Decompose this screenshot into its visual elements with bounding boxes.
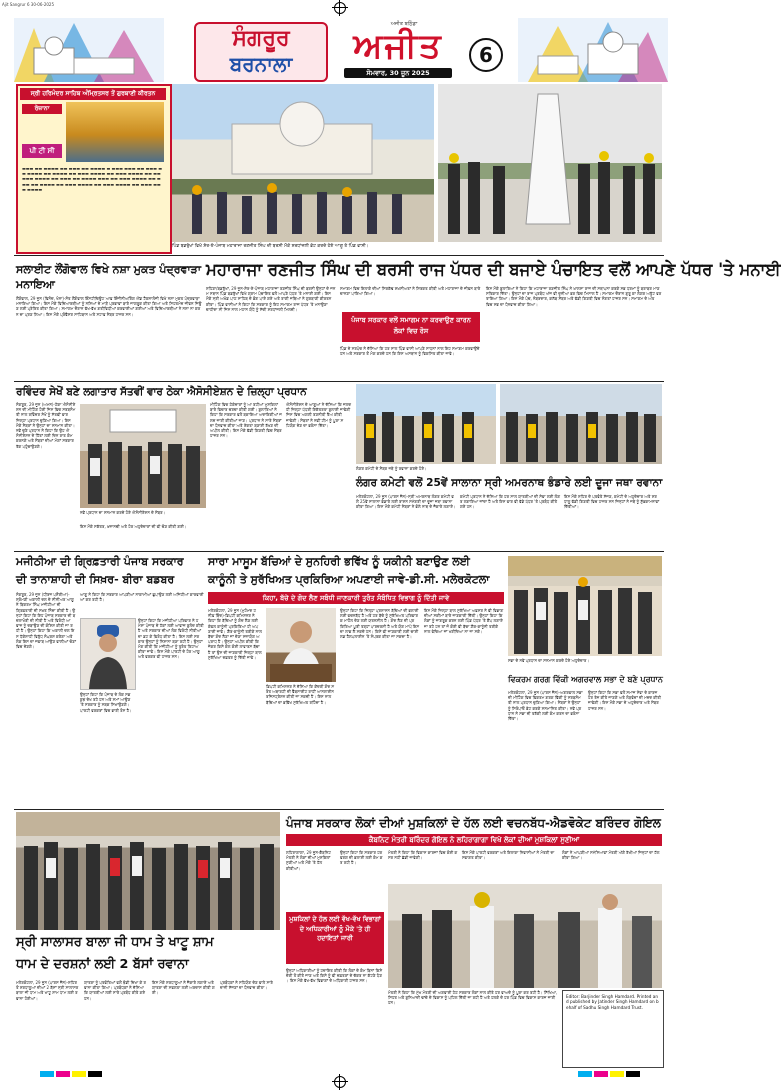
langar-headline: ਲੰਗਰ ਕਮੇਟੀ ਵਲੋਂ 25ਵੇਂ ਸਾਲਾਨਾ ਸ੍ਰੀ ਅਮਰਨਾਥ ਭੰਡਾਰੇ ਲਈ ਦੂਜਾ ਜਥਾ ਰਵਾਨਾ	[356, 477, 663, 489]
golden-temple-photo	[66, 102, 164, 162]
temple-right-illustration	[518, 18, 668, 82]
goyal-pullquote-box	[286, 912, 384, 964]
dc-portrait	[266, 608, 336, 682]
paper-name-block	[332, 22, 464, 78]
vikram-photo	[508, 556, 662, 656]
langar-photo-2	[500, 384, 662, 464]
langar-body-col-3: ਇਸ ਮੌਕੇ ਸ਼ਹਿਰ ਦੇ ਪਤਵੰਤੇ ਸੱਜਣ, ਕਮੇਟੀ ਦੇ ਅਹੁਦੇਦਾਰ ਅਤੇ ਸ਼ਰਧਾਲੂ ਵੱਡੀ ਗਿਣਤੀ ਵਿਚ ਹਾਜ਼ਰ ਸਨ ਜਿਨ੍ਹਾਂ ਨੇ ਜਥੇ ਨੂੰ ਸ਼ੁੱਭਕਾਮਨਾਵਾਂ ਦਿੱਤੀਆਂ।	[564, 494, 660, 510]
president-body-col-1: ਸੰਗਰੂਰ, 29 ਜੂਨ (ਅਮਨ)-ਠੇਕਾ ਐਸੋਸੀਏਸ਼ਨ ਦੀ ਮੀਟਿੰਗ ਹੋਈ ਜਿਸ ਵਿਚ ਸਰਬਸੰਮਤੀ ਨਾਲ ਰਵਿੰਦਰ ਸੇਖੋਂ ਨੂੰ ਸੱਤਵੀਂ ਵਾਰ ਜ਼ਿਲ੍ਹਾ ਪ੍ਰਧਾਨ ਚੁਣਿਆ ਗਿਆ। ਇਸ ਮੌਕੇ ਮੈਂਬਰਾਂ ਨੇ ਉਨ੍ਹਾਂ ਦਾ ਸਨਮਾਨ ਕੀਤਾ। ਨਵੇਂ ਚੁਣੇ ਪ੍ਰਧਾਨ ਨੇ ਕਿਹਾ ਕਿ ਉਹ ਐਸੋਸੀਏਸ਼ਨ ਦੇ ਹਿੱਤਾਂ ਲਈ ਦਿਨ ਰਾਤ ਕੰਮ ਕਰਨਗੇ ਅਤੇ ਮੈਂਬਰਾਂ ਦੀਆਂ ਮੰਗਾਂ ਸਰਕਾਰ ਤੱਕ ਪਹੁੰਚਾਉਣਗੇ।	[16, 402, 76, 449]
president-body-col-4: ਐਸੋਸੀਏਸ਼ਨ ਦੇ ਆਗੂਆਂ ਨੇ ਦੱਸਿਆ ਕਿ ਜਲਦ ਹੀ ਜ਼ਿਲ੍ਹਾ ਪੱਧਰੀ ਇਕੱਤਰਤਾ ਬੁਲਾਈ ਜਾਵੇਗੀ ਜਿਸ ਵਿਚ ਅਗਲੀ ਰਣਨੀਤੀ ਤੈਅ ਕੀਤੀ ਜਾਵੇਗੀ। ਮੈਂਬਰਾਂ ਨੇ ਨਵੀਂ ਟੀਮ ਨੂੰ ਪੂਰਾ ਸਹਿਯੋਗ ਦੇਣ ਦਾ ਭਰੋਸਾ ਦਿੱਤਾ।	[286, 402, 351, 428]
goyal-body-col-5: ਲੋਕਾਂ ਨੇ ਆਪਣੀਆਂ ਸਮੱਸਿਆਵਾਂ ਮੰਤਰੀ ਅੱਗੇ ਰੱਖੀਆਂ ਜਿਨ੍ਹਾਂ ਦਾ ਹੱਲ ਕੀਤਾ ਗਿਆ।	[562, 850, 660, 861]
top-photo-caption: ਪਿੰਡ ਬਡਰੁੱਖਾਂ ਵਿਖੇ ਸ਼ੇਰ-ਏ-ਪੰਜਾਬ ਮਹਾਰਾਜਾ ਰਣਜੀਤ ਸਿੰਘ ਦੀ ਬਰਸੀ ਮੌਕੇ ਸ਼ਰਧਾਂਜਲੀ ਭੇਟ ਕਰਦੇ ਹੋਏ ਆਗੂ ਤੇ ਪਿੰਡ ਵਾਸੀ।	[172, 244, 369, 249]
langar-photo-1	[356, 384, 496, 464]
beera-badbar-portrait	[80, 618, 136, 690]
children-deck: ਕਿਹਾ, ਬੱਚੇ ਦੇ ਗੋਦ ਲੈਣ ਸਬੰਧੀ ਜਾਣਕਾਰੀ ਤੁਰੰਤ ਸੰਬੰਧਿਤ ਵਿਭਾਗ ਨੂੰ ਦਿੱਤੀ ਜਾਵੇ	[262, 594, 450, 602]
children-body-col-3: ਉਨ੍ਹਾਂ ਕਿਹਾ ਕਿ ਜ਼ਿਲ੍ਹਾ ਪ੍ਰਸ਼ਾਸਨ ਬੱਚਿਆਂ ਦੀ ਭਲਾਈ ਲਈ ਵਚਨਬੱਧ ਹੈ ਅਤੇ ਹਰ ਬੱਚੇ ਨੂੰ ਸੁਰੱਖਿਅਤ ਪਰਿਵਾਰਕ ਮਾਹੌਲ ਦੇਣ ਲਈ ਯਤਨਸ਼ੀਲ ਹੈ। ਗੋਦ ਲੈਣ ਦੀ ਪ੍ਰਕਿਰਿਆ ਪੂਰੀ ਤਰ੍ਹਾਂ ਪਾਰਦਰਸ਼ੀ ਹੈ ਅਤੇ ਯੋਗ ਮਾਪੇ ਇਸ ਦਾ ਲਾਭ ਲੈ ਸਕਦੇ ਹਨ। ਕਿਸੇ ਵੀ ਜਾਣਕਾਰੀ ਲਈ ਚਾਈਲਡ ਹੈਲਪਲਾਈਨ 'ਤੇ ਸੰਪਰਕ ਕੀਤਾ ਜਾ ਸਕਦਾ ਹੈ।	[340, 608, 420, 640]
lead-subhead: ਪੰਜਾਬ ਸਰਕਾਰ ਵਲੋਂ ਸਮਾਗਮ ਨਾ ਕਰਵਾਉਣ ਕਾਰਨ ਲੋਕਾਂ ਵਿਚ ਰੋਸ	[351, 316, 471, 335]
children-headline-1: ਸਾਰਾ ਮਾਸੂਮ ਬੱਚਿਆਂ ਦੇ ਸੁਨਹਿਰੀ ਭਵਿੱਖ ਨੂੰ ਯਕੀਨੀ ਬਣਾਉਣ ਲਈ	[208, 555, 470, 568]
city-top: ਸੰਗਰੂਰ	[232, 26, 290, 51]
gurdwara-photo	[172, 84, 434, 242]
salasar-body-col-4: ਪ੍ਰਬੰਧਕਾਂ ਨੇ ਸਹਿਯੋਗ ਦੇਣ ਵਾਲੇ ਸਾਰੇ ਦਾਨੀ ਸੱਜਣਾਂ ਦਾ ਧੰਨਵਾਦ ਕੀਤਾ।	[220, 980, 273, 991]
president-body-col-3: ਮੀਟਿੰਗ ਵਿਚ ਠੇਕੇਦਾਰਾਂ ਨੂੰ ਆ ਰਹੀਆਂ ਮੁਸ਼ਕਿਲਾਂ ਬਾਰੇ ਵਿਚਾਰ ਚਰਚਾ ਕੀਤੀ ਗਈ। ਬੁਲਾਰਿਆਂ ਨੇ ਕਿਹਾ ਕਿ ਸਰਕਾਰ ਵਲੋਂ ਬਕਾਇਆ ਅਦਾਇਗੀਆਂ ਜਲਦ ਜਾਰੀ ਕੀਤੀਆਂ ਜਾਣ। ਪ੍ਰਧਾਨ ਨੇ ਸਾਰੇ ਮੈਂਬਰਾਂ ਦਾ ਧੰਨਵਾਦ ਕੀਤਾ ਅਤੇ ਏਕਤਾ ਬਣਾਈ ਰੱਖਣ ਦੀ ਅਪੀਲ ਕੀਤੀ। ਇਸ ਮੌਕੇ ਵੱਡੀ ਗਿਣਤੀ ਵਿਚ ਮੈਂਬਰ ਹਾਜ਼ਰ ਸਨ।	[210, 402, 282, 439]
ad-body: ▬▬▬ ▬▬ ▬▬▬▬ ▬▬ ▬▬▬ ▬▬ ▬▬▬▬ ▬ ▬▬▬ ▬▬▬ ▬▬ ▬▬▬ ▬▬ ▬▬▬▬ ▬▬ ▬▬▬▬ ▬▬ ▬▬▬ ▬▬▬▬ ▬▬ ▬▬▬ ▬▬▬▬ ▬▬ ▬▬ ▬▬▬ ▬▬▬▬ ▬▬ ▬▬▬ ▬▬ ▬▬▬▬ ▬▬▬ ▬▬ ▬▬▬ ▬▬▬▬ ▬▬ ▬▬▬ ▬▬ ▬▬▬▬ ▬▬ ▬▬▬ ▬▬▬▬ ▬▬ ▬▬▬ ▬▬▬▬ ▬▬ ▬▬▬ ▬▬▬ ▬▬▬▬	[22, 166, 162, 192]
page-number: 6	[469, 38, 503, 72]
lead-body-col-2b: ਪਿੰਡ ਦੇ ਸਰਪੰਚ ਨੇ ਦੱਸਿਆ ਕਿ ਹਰ ਸਾਲ ਪਿੰਡ ਵਾਸੀ ਆਪਣੇ ਸਾਧਨਾਂ ਨਾਲ ਇਹ ਸਮਾਗਮ ਕਰਵਾਉਂਦੇ ਹਨ ਅਤੇ ਸਰਕਾਰ ਤੋਂ ਮੰਗ ਕਰਦੇ ਹਨ ਕਿ ਇਸ ਅਸਥਾਨ ਨੂੰ ਵਿਕਸਿਤ ਕੀਤਾ ਜਾਵੇ।	[340, 346, 480, 357]
vikram-body-col-2: ਉਨ੍ਹਾਂ ਕਿਹਾ ਕਿ ਸਭਾ ਵਲੋਂ ਸਮਾਜ ਸੇਵਾ ਦੇ ਕਾਰਜ ਹੋਰ ਤੇਜ਼ ਕੀਤੇ ਜਾਣਗੇ ਅਤੇ ਲੋੜਵੰਦਾਂ ਦੀ ਮਦਦ ਕੀਤੀ ਜਾਵੇਗੀ। ਇਸ ਮੌਕੇ ਸਭਾ ਦੇ ਅਹੁਦੇਦਾਰ ਅਤੇ ਮੈਂਬਰ ਹਾਜ਼ਰ ਸਨ।	[588, 690, 661, 711]
ad-label-2: ਪੀ ਟੀ ਸੀ	[22, 144, 62, 158]
issue-date: ਸੋਮਵਾਰ, 30 ਜੂਨ 2025	[366, 69, 430, 77]
masthead	[14, 18, 668, 82]
langar-caption: ਲੰਗਰ ਕਮੇਟੀ ਦੇ ਮੈਂਬਰ ਜਥੇ ਨੂੰ ਰਵਾਨਾ ਕਰਦੇ ਹੋਏ।	[356, 466, 427, 471]
city-block	[194, 22, 328, 82]
goyal-body-col-1a: ਲਹਿਰਾਗਾਗਾ, 29 ਜੂਨ-ਕੈਬਨਿਟ ਮੰਤਰੀ ਨੇ ਲੋਕਾਂ ਦੀਆਂ ਮੁਸ਼ਕਿਲਾਂ ਸੁਣੀਆਂ ਅਤੇ ਮੌਕੇ 'ਤੇ ਹੱਲ ਕੀਤੀਆਂ।	[286, 850, 331, 871]
goyal-body-col-4: ਇਸ ਮੌਕੇ ਪਾਰਟੀ ਵਰਕਰਾਂ ਅਤੇ ਇਲਾਕਾ ਨਿਵਾਸੀਆਂ ਨੇ ਮੰਤਰੀ ਦਾ ਸਵਾਗਤ ਕੀਤਾ।	[462, 850, 555, 861]
children-headline-2: ਕਾਨੂੰਨੀ ਤੇ ਸੁਰੱਖਿਅਤ ਪ੍ਰਕਿਰਿਆ ਅਪਣਾਈ ਜਾਵੇ-ਡੀ.ਸੀ. ਮਲੇਰਕੋਟਲਾ	[208, 573, 490, 586]
vikram-caption: ਸਭਾ ਦੇ ਨਵੇਂ ਪ੍ਰਧਾਨ ਦਾ ਸਨਮਾਨ ਕਰਦੇ ਹੋਏ ਅਹੁਦੇਦਾਰ।	[508, 658, 590, 663]
lead-body-col-1: ਸ਼ਹਿਣਾ/ਬਡਰੁੱਖਾਂ, 29 ਜੂਨ-ਸ਼ੇਰ-ਏ-ਪੰਜਾਬ ਮਹਾਰਾਜਾ ਰਣਜੀਤ ਸਿੰਘ ਦੀ ਬਰਸੀ ਉਨ੍ਹਾਂ ਦੇ ਜਨਮ ਸਥਾਨ ਪਿੰਡ ਬਡਰੁੱਖਾਂ ਵਿਖੇ ਗ੍ਰਾਮ ਪੰਚਾਇਤ ਵਲੋਂ ਆਪਣੇ ਪੱਧਰ 'ਤੇ ਮਨਾਈ ਗਈ। ਇਸ ਮੌਕੇ ਸ੍ਰੀ ਅਖੰਡ ਪਾਠ ਸਾਹਿਬ ਦੇ ਭੋਗ ਪਾਏ ਗਏ ਅਤੇ ਰਾਗੀ ਜਥਿਆਂ ਨੇ ਗੁਰਬਾਣੀ ਕੀਰਤਨ ਕੀਤਾ। ਪਿੰਡ ਵਾਸੀਆਂ ਨੇ ਕਿਹਾ ਕਿ ਸਰਕਾਰ ਨੂੰ ਇਹ ਸਮਾਗਮ ਰਾਜ ਪੱਧਰ 'ਤੇ ਮਨਾਉਣਾ ਚਾਹੀਦਾ ਸੀ ਜਿਸ ਨਾਲ ਮਹਾਨ ਯੋਧੇ ਨੂੰ ਸੱਚੀ ਸ਼ਰਧਾਂਜਲੀ ਮਿਲਦੀ।	[206, 286, 336, 312]
salasar-photo	[16, 812, 280, 930]
president-headline: ਰਵਿੰਦਰ ਸੇਖੋਂ ਬਣੇ ਲਗਾਤਾਰ ਸੱਤਵੀਂ ਵਾਰ ਠੇਕਾ ਐਸੋਸੀਏਸ਼ਨ ਦੇ ਜ਼ਿਲ੍ਹਾ ਪ੍ਰਧਾਨ	[16, 386, 307, 398]
salasar-headline-1: ਸ੍ਰੀ ਸਾਲਾਸਰ ਬਾਲਾ ਜੀ ਧਾਮ ਤੇ ਖਾਟੂ ਸ਼ਾਮ	[16, 935, 214, 950]
imprint-text: Editor: Barjinder Singh Hamdard. Printed and published by Jatinder Singh Hamdard on behalf of Sadhu Singh Hamdard Trust.	[566, 994, 659, 1010]
majithia-headline-1: ਮਜੀਠੀਆ ਦੀ ਗ੍ਰਿਫ਼ਤਾਰੀ ਪੰਜਾਬ ਸਰਕਾਰ	[16, 555, 184, 568]
president-photo	[80, 404, 206, 508]
goyal-body-col-3: ਮੰਤਰੀ ਨੇ ਕਿਹਾ ਕਿ ਵਿਕਾਸ ਕਾਰਜਾਂ ਵਿਚ ਕੋਈ ਕਸਰ ਨਹੀਂ ਛੱਡੀ ਜਾਵੇਗੀ।	[388, 850, 458, 861]
vikram-headline: ਵਿਕਰਮ ਗਰਗ ਵਿੱਕੀ ਅਗਰਵਾਲ ਸਭਾ ਦੇ ਬਣੇ ਪ੍ਰਧਾਨ	[508, 675, 663, 684]
langar-body-col-2: ਕਮੇਟੀ ਪ੍ਰਧਾਨ ਨੇ ਦੱਸਿਆ ਕਿ ਹਰ ਸਾਲ ਯਾਤਰੀਆਂ ਦੀ ਸੇਵਾ ਲਈ ਲੰਗਰ ਲਗਾਇਆ ਜਾਂਦਾ ਹੈ ਅਤੇ ਇਸ ਵਾਰ ਵੀ ਵੱਡੇ ਪੱਧਰ 'ਤੇ ਪ੍ਰਬੰਧ ਕੀਤੇ ਗਏ ਹਨ।	[460, 494, 561, 510]
majithia-body-col-2a: ਆਗੂ ਨੇ ਕਿਹਾ ਕਿ ਸਰਕਾਰ ਆਪਣੀਆਂ ਨਾਕਾਮੀਆਂ ਛੁਪਾਉਣ ਲਈ ਅਜਿਹੀਆਂ ਕਾਰਵਾਈਆਂ ਕਰ ਰਹੀ ਹੈ।	[80, 592, 204, 603]
paper-name: ਅਜੀਤ	[353, 26, 443, 66]
children-deck-bar	[208, 592, 504, 604]
langar-body-col-1: ਮਲੇਰਕੋਟਲਾ, 29 ਜੂਨ (ਪਾਰਸ ਜੈਨ)-ਸ੍ਰੀ ਅਮਰਨਾਥ ਲੰਗਰ ਕਮੇਟੀ ਵਲੋਂ 25ਵੇਂ ਸਾਲਾਨਾ ਭੰਡਾਰੇ ਲਈ ਰਾਸ਼ਨ ਸਮੱਗਰੀ ਦਾ ਦੂਜਾ ਜਥਾ ਰਵਾਨਾ ਕੀਤਾ ਗਿਆ। ਇਸ ਮੌਕੇ ਕਮੇਟੀ ਮੈਂਬਰਾਂ ਨੇ ਭੋਲੇ ਨਾਥ ਦੇ ਜੈਕਾਰੇ ਲਗਾਏ।	[356, 494, 456, 510]
goyal-pullquote: ਮੁਸ਼ਕਿਲਾਂ ਦੇ ਹੱਲ ਲਈ ਵੱਖ-ਵੱਖ ਵਿਭਾਗਾਂ ਦੇ ਅਧਿਕਾਰੀਆਂ ਨੂੰ ਮੌਕੇ 'ਤੇ ਹੀ ਹਦਾਇਤਾਂ ਜਾਰੀ	[289, 915, 381, 942]
goyal-deck-bar	[286, 834, 662, 846]
majithia-headline-2: ਦੀ ਤਾਨਾਸ਼ਾਹੀ ਦੀ ਸਿਖ਼ਰ- ਬੀਰਾ ਬਡਬਰ	[16, 573, 175, 586]
goyal-headline: ਪੰਜਾਬ ਸਰਕਾਰ ਲੋਕਾਂ ਦੀਆਂ ਮੁਸ਼ਕਿਲਾਂ ਦੇ ਹੱਲ ਲਈ ਵਚਨਬੱਧ-ਐਡਵੋਕੇਟ ਬਰਿੰਦਰ ਗੋਇਲ	[286, 816, 661, 830]
salasar-body-col-3: ਇਸ ਮੌਕੇ ਸ਼ਰਧਾਲੂਆਂ ਨੇ ਜੈਕਾਰੇ ਲਗਾਏ ਅਤੇ ਯਾਤਰਾ ਦੀ ਸਫਲਤਾ ਲਈ ਅਰਦਾਸ ਕੀਤੀ ਗਈ।	[152, 980, 215, 996]
lead-body-col-2a: ਸਮਾਗਮ ਵਿਚ ਇਲਾਕੇ ਦੀਆਂ ਸਿਰਕੱਢ ਸ਼ਖ਼ਸੀਅਤਾਂ ਨੇ ਸ਼ਿਰਕਤ ਕੀਤੀ ਅਤੇ ਮਹਾਰਾਜਾ ਦੇ ਜੀਵਨ ਬਾਰੇ ਚਾਨਣਾ ਪਾਇਆ ਗਿਆ।	[340, 286, 481, 297]
salasar-headline-2: ਧਾਮ ਦੇ ਦਰਸ਼ਨਾਂ ਲਈ 2 ਬੱਸਾਂ ਰਵਾਨਾ	[16, 957, 189, 972]
nasha-mukt-headline: ਸਲਾਈਟ ਲੌਂਗੋਵਾਲ ਵਿਖੇ ਨਸ਼ਾ ਮੁਕਤ ਪੰਦ੍ਰਵਾੜਾ ਮਨਾਇਆ	[16, 263, 201, 291]
city-bottom: ਬਰਨਾਲਾ	[229, 52, 293, 76]
majithia-body-col-1: ਸੰਗਰੂਰ, 29 ਜੂਨ (ਧੀਰਜ ਪਸ਼ੌਰੀਆ)-ਸ਼੍ਰੋਮਣੀ ਅਕਾਲੀ ਦਲ ਦੇ ਸੀਨੀਅਰ ਆਗੂ ਨੇ ਬਿਕਰਮ ਸਿੰਘ ਮਜੀਠੀਆ ਦੀ ਗ੍ਰਿਫ਼ਤਾਰੀ ਦੀ ਸਖ਼ਤ ਨਿੰਦਾ ਕੀਤੀ ਹੈ। ਉਨ੍ਹਾਂ ਕਿਹਾ ਕਿ ਇਹ ਪੰਜਾਬ ਸਰਕਾਰ ਦੀ ਬਦਲਾਖੋਰੀ ਦੀ ਨੀਤੀ ਹੈ ਅਤੇ ਵਿਰੋਧੀ ਆਵਾਜ਼ ਨੂੰ ਦਬਾਉਣ ਦੀ ਕੋਸ਼ਿਸ਼ ਕੀਤੀ ਜਾ ਰਹੀ ਹੈ। ਉਨ੍ਹਾਂ ਕਿਹਾ ਕਿ ਅਕਾਲੀ ਦਲ ਇਸ ਧੱਕੇਸ਼ਾਹੀ ਵਿਰੁੱਧ ਸੰਘਰਸ਼ ਕਰੇਗਾ ਅਤੇ ਲੋਕ ਇਸ ਦਾ ਜਵਾਬ ਆਉਣ ਵਾਲੀਆਂ ਚੋਣਾਂ ਵਿਚ ਦੇਣਗੇ।	[16, 592, 76, 650]
goyal-body-col-6: ਮੰਤਰੀ ਨੇ ਕਿਹਾ ਕਿ ਮੁੱਖ ਮੰਤਰੀ ਦੀ ਅਗਵਾਈ ਹੇਠ ਸਰਕਾਰ ਲੋਕਾਂ ਨਾਲ ਕੀਤੇ ਹਰ ਵਾਅਦੇ ਨੂੰ ਪੂਰਾ ਕਰ ਰਹੀ ਹੈ। ਸਿੱਖਿਆ, ਸਿਹਤ ਅਤੇ ਬੁਨਿਆਦੀ ਢਾਂਚੇ ਦੇ ਵਿਕਾਸ ਨੂੰ ਪਹਿਲ ਦਿੱਤੀ ਜਾ ਰਹੀ ਹੈ ਅਤੇ ਹਲਕੇ ਦੇ ਹਰ ਪਿੰਡ ਵਿਚ ਵਿਕਾਸ ਕਾਰਜ ਜਾਰੀ ਹਨ।	[388, 990, 558, 1006]
gurbani-ad	[16, 84, 172, 254]
nasha-mukt-body: ਲੌਂਗੋਵਾਲ, 29 ਜੂਨ (ਵਿਨੋਦ, ਖੰਨਾ)-ਸੰਤ ਲੌਂਗੋਵਾਲ ਇੰਸਟੀਚਿਊਟ ਆਫ਼ ਇੰਜੀਨੀਅਰਿੰਗ ਐਂਡ ਟੈਕਨਾਲੋਜੀ ਵਿਖੇ ਨਸ਼ਾ ਮੁਕਤ ਪੰਦ੍ਰਵਾੜਾ ਮਨਾਇਆ ਗਿਆ। ਇਸ ਮੌਕੇ ਵਿਦਿਆਰਥੀਆਂ ਨੂੰ ਨਸ਼ਿਆਂ ਦੇ ਮਾੜੇ ਪ੍ਰਭਾਵਾਂ ਬਾਰੇ ਜਾਗਰੂਕ ਕੀਤਾ ਗਿਆ ਅਤੇ ਸਿਹਤਮੰਦ ਜੀਵਨ ਜਿਊਣ ਲਈ ਪ੍ਰੇਰਿਤ ਕੀਤਾ ਗਿਆ। ਸਮਾਗਮ ਦੌਰਾਨ ਵੱਖ-ਵੱਖ ਗਤੀਵਿਧੀਆਂ ਕਰਵਾਈਆਂ ਗਈਆਂ ਅਤੇ ਵਿਦਿਆਰਥੀਆਂ ਨੇ ਨਸ਼ਾ ਨਾ ਕਰਨ ਦਾ ਪ੍ਰਣ ਲਿਆ। ਇਸ ਮੌਕੇ ਪ੍ਰੋਫੈਸਰ ਸਾਹਿਬਾਨ ਅਤੇ ਸਟਾਫ਼ ਮੈਂਬਰ ਹਾਜ਼ਰ ਸਨ।	[16, 296, 202, 317]
goyal-deck: ਕੈਬਨਿਟ ਮੰਤਰੀ ਬਰਿੰਦਰ ਗੋਇਲ ਨੇ ਲਹਿਰਾਗਾਗਾ ਵਿਖੇ ਲੋਕਾਂ ਦੀਆਂ ਮੁਸ਼ਕਿਲਾਂ ਸੁਣੀਆਂ	[368, 836, 580, 844]
monument-photo	[438, 84, 662, 242]
vikram-body-col-1: ਮਲੇਰਕੋਟਲਾ, 29 ਜੂਨ (ਪਾਰਸ ਜੈਨ)-ਅਗਰਵਾਲ ਸਭਾ ਦੀ ਮੀਟਿੰਗ ਵਿਚ ਵਿਕਰਮ ਗਰਗ ਵਿੱਕੀ ਨੂੰ ਸਰਬਸੰਮਤੀ ਨਾਲ ਪ੍ਰਧਾਨ ਚੁਣਿਆ ਗਿਆ। ਮੈਂਬਰਾਂ ਨੇ ਉਨ੍ਹਾਂ ਨੂੰ ਸਿਰੋਪਾਓ ਭੇਟ ਕਰਕੇ ਸਨਮਾਨਿਤ ਕੀਤਾ। ਨਵੇਂ ਪ੍ਰਧਾਨ ਨੇ ਸਭਾ ਦੀ ਤਰੱਕੀ ਲਈ ਕੰਮ ਕਰਨ ਦਾ ਭਰੋਸਾ ਦਿੱਤਾ।	[508, 690, 583, 722]
lead-headline: ਮਹਾਰਾਜਾ ਰਣਜੀਤ ਸਿੰਘ ਦੀ ਬਰਸੀ ਰਾਜ ਪੱਧਰ ਦੀ ਬਜਾਏ ਪੰਚਾਇਤ ਵਲੋਂ ਆਪਣੇ ਪੱਧਰ 'ਤੇ ਮਨਾਈ	[206, 260, 781, 279]
majithia-body-col-3: ਉਨ੍ਹਾਂ ਕਿਹਾ ਕਿ ਮਜੀਠੀਆ ਪਰਿਵਾਰ ਨੇ ਹਮੇਸ਼ਾ ਪੰਜਾਬ ਦੇ ਹੱਕਾਂ ਲਈ ਆਵਾਜ਼ ਬੁਲੰਦ ਕੀਤੀ ਹੈ ਅਤੇ ਸਰਕਾਰ ਦੀਆਂ ਲੋਕ ਵਿਰੋਧੀ ਨੀਤੀਆਂ ਦਾ ਡਟ ਕੇ ਵਿਰੋਧ ਕੀਤਾ ਹੈ। ਇਸ ਲਈ ਸਰਕਾਰ ਉਨ੍ਹਾਂ ਨੂੰ ਨਿਸ਼ਾਨਾ ਬਣਾ ਰਹੀ ਹੈ। ਉਨ੍ਹਾਂ ਮੰਗ ਕੀਤੀ ਕਿ ਮਜੀਠੀਆ ਨੂੰ ਤੁਰੰਤ ਰਿਹਾਅ ਕੀਤਾ ਜਾਵੇ। ਇਸ ਮੌਕੇ ਪਾਰਟੀ ਦੇ ਹੋਰ ਆਗੂ ਅਤੇ ਵਰਕਰ ਵੀ ਹਾਜ਼ਰ ਸਨ।	[138, 618, 204, 660]
registration-mark-icon	[334, 2, 346, 14]
ad-title: ਸ੍ਰੀ ਹਰਿਮੰਦਰ ਸਾਹਿਬ ਅੰਮ੍ਰਿਤਸਰ ਤੋਂ ਗੁਰਬਾਣੀ ਕੀਰਤਨ	[20, 88, 166, 100]
majithia-body-col-2b: ਉਨ੍ਹਾਂ ਕਿਹਾ ਕਿ ਪੰਜਾਬ ਦੇ ਲੋਕ ਸਭ ਕੁਝ ਦੇਖ ਰਹੇ ਹਨ ਅਤੇ ਸਮਾਂ ਆਉਣ 'ਤੇ ਸਰਕਾਰ ਨੂੰ ਸਬਕ ਸਿਖਾਉਣਗੇ। ਪਾਰਟੀ ਵਰਕਰਾਂ ਵਿਚ ਭਾਰੀ ਰੋਸ ਹੈ।	[80, 692, 132, 713]
children-body-col-4: ਇਸ ਮੌਕੇ ਜ਼ਿਲ੍ਹਾ ਬਾਲ ਸੁਰੱਖਿਆ ਅਫ਼ਸਰ ਨੇ ਵੀ ਵਿਭਾਗ ਦੀਆਂ ਸਕੀਮਾਂ ਬਾਰੇ ਜਾਣਕਾਰੀ ਦਿੱਤੀ। ਉਨ੍ਹਾਂ ਕਿਹਾ ਕਿ ਲੋਕਾਂ ਨੂੰ ਜਾਗਰੂਕ ਕਰਨ ਲਈ ਪਿੰਡ ਪੱਧਰ 'ਤੇ ਕੈਂਪ ਲਗਾਏ ਜਾ ਰਹੇ ਹਨ ਤਾਂ ਜੋ ਕੋਈ ਵੀ ਬੱਚਾ ਗ਼ੈਰ-ਕਾਨੂੰਨੀ ਤਰੀਕੇ ਨਾਲ ਵੇਚਿਆ ਜਾਂ ਖਰੀਦਿਆ ਨਾ ਜਾ ਸਕੇ।	[424, 608, 504, 634]
goyal-body-col-1b: ਉਨ੍ਹਾਂ ਅਧਿਕਾਰੀਆਂ ਨੂੰ ਹਦਾਇਤ ਕੀਤੀ ਕਿ ਲੋਕਾਂ ਦੇ ਕੰਮ ਬਿਨਾਂ ਕਿਸੇ ਦੇਰੀ ਤੋਂ ਕੀਤੇ ਜਾਣ ਅਤੇ ਕਿਸੇ ਨੂੰ ਵੀ ਦਫ਼ਤਰਾਂ ਦੇ ਚੱਕਰ ਨਾ ਕੱਟਣੇ ਪੈਣ। ਇਸ ਮੌਕੇ ਵੱਖ-ਵੱਖ ਵਿਭਾਗਾਂ ਦੇ ਅਧਿਕਾਰੀ ਹਾਜ਼ਰ ਸਨ।	[286, 968, 383, 984]
imprint-box	[562, 990, 664, 1068]
salasar-body-col-1: ਮਲੇਰਕੋਟਲਾ, 29 ਜੂਨ (ਪਾਰਸ ਜੈਨ)-ਸ਼ਹਿਰ ਤੋਂ ਸ਼ਰਧਾਲੂਆਂ ਦੀਆਂ 2 ਬੱਸਾਂ ਸ੍ਰੀ ਸਾਲਾਸਰ ਬਾਲਾ ਜੀ ਧਾਮ ਅਤੇ ਖਾਟੂ ਸ਼ਾਮ ਧਾਮ ਲਈ ਰਵਾਨਾ ਹੋਈਆਂ।	[16, 980, 79, 1001]
president-caption: ਨਵੇਂ ਪ੍ਰਧਾਨ ਦਾ ਸਨਮਾਨ ਕਰਦੇ ਹੋਏ ਐਸੋਸੀਏਸ਼ਨ ਦੇ ਮੈਂਬਰ।	[80, 510, 166, 515]
tagline: ਅਜੀਤ ਬਠਿੰਡਾ	[390, 21, 418, 27]
goyal-photo	[388, 884, 662, 988]
goyal-body-col-2a: ਉਨ੍ਹਾਂ ਕਿਹਾ ਕਿ ਸਰਕਾਰ ਹਰ ਵਰਗ ਦੀ ਭਲਾਈ ਲਈ ਕੰਮ ਕਰ ਰਹੀ ਹੈ।	[340, 850, 383, 866]
lead-body-col-3: ਇਸ ਮੌਕੇ ਬੁਲਾਰਿਆਂ ਨੇ ਕਿਹਾ ਕਿ ਮਹਾਰਾਜਾ ਰਣਜੀਤ ਸਿੰਘ ਨੇ ਖ਼ਾਲਸਾ ਰਾਜ ਦੀ ਸਥਾਪਨਾ ਕਰਕੇ ਸਭ ਧਰਮਾਂ ਨੂੰ ਬਰਾਬਰ ਮਾਣ ਸਤਿਕਾਰ ਦਿੱਤਾ। ਉਨ੍ਹਾਂ ਦਾ ਰਾਜ ਪ੍ਰਬੰਧ ਅੱਜ ਵੀ ਦੁਨੀਆ ਭਰ ਵਿਚ ਮਿਸਾਲ ਹੈ। ਸਮਾਗਮ ਦੌਰਾਨ ਗੁਰੂ ਕਾ ਲੰਗਰ ਅਤੁੱਟ ਵਰਤਾਇਆ ਗਿਆ। ਇਸ ਮੌਕੇ ਪੰਚ, ਨੰਬਰਦਾਰ, ਕਲੱਬ ਮੈਂਬਰ ਅਤੇ ਵੱਡੀ ਗਿਣਤੀ ਵਿਚ ਸੰਗਤਾਂ ਹਾਜ਼ਰ ਸਨ। ਸਮਾਗਮ ਦੇ ਅੰਤ ਵਿਚ ਸਭ ਦਾ ਧੰਨਵਾਦ ਕੀਤਾ ਗਿਆ।	[486, 286, 662, 307]
president-body-col-2: ਇਸ ਮੌਕੇ ਸਕੱਤਰ, ਖ਼ਜ਼ਾਨਚੀ ਅਤੇ ਹੋਰ ਅਹੁਦੇਦਾਰਾਂ ਦੀ ਵੀ ਚੋਣ ਕੀਤੀ ਗਈ।	[80, 524, 187, 529]
salasar-body-col-2: ਯਾਤਰਾ ਨੂੰ ਪਤਵੰਤਿਆਂ ਵਲੋਂ ਝੰਡੀ ਦਿਖਾ ਕੇ ਰਵਾਨਾ ਕੀਤਾ ਗਿਆ। ਪ੍ਰਬੰਧਕਾਂ ਨੇ ਦੱਸਿਆ ਕਿ ਯਾਤਰੀਆਂ ਲਈ ਸਾਰੇ ਪ੍ਰਬੰਧ ਕੀਤੇ ਗਏ ਹਨ।	[84, 980, 146, 1001]
temple-left-illustration	[14, 18, 164, 82]
lead-subhead-box	[342, 312, 480, 342]
color-registration-bar	[40, 1070, 640, 1078]
children-body-col-2: ਡਿਪਟੀ ਕਮਿਸ਼ਨਰ ਨੇ ਦੱਸਿਆ ਕਿ ਕੇਂਦਰੀ ਗੋਦ ਸਰੋਤ ਅਥਾਰਟੀ ਦੀ ਵੈੱਬਸਾਈਟ ਰਾਹੀਂ ਆਨਲਾਈਨ ਰਜਿਸਟ੍ਰੇਸ਼ਨ ਕੀਤੀ ਜਾ ਸਕਦੀ ਹੈ। ਇਸ ਨਾਲ ਬੱਚਿਆਂ ਦਾ ਭਵਿੱਖ ਸੁਰੱਖਿਅਤ ਰਹਿੰਦਾ ਹੈ।	[266, 684, 335, 705]
children-body-col-1: ਮਲੇਰਕੋਟਲਾ, 29 ਜੂਨ (ਮੁਹੰਮਦ ਹਨੀਫ਼ ਥਿੰਦ)-ਡਿਪਟੀ ਕਮਿਸ਼ਨਰ ਨੇ ਕਿਹਾ ਕਿ ਬੱਚਿਆਂ ਨੂੰ ਗੋਦ ਲੈਣ ਲਈ ਕੇਵਲ ਕਾਨੂੰਨੀ ਪ੍ਰਕਿਰਿਆ ਹੀ ਅਪਣਾਈ ਜਾਵੇ। ਗ਼ੈਰ-ਕਾਨੂੰਨੀ ਤਰੀਕੇ ਨਾਲ ਬੱਚਾ ਗੋਦ ਲੈਣਾ ਜਾਂ ਦੇਣਾ ਸਜ਼ਾਯੋਗ ਅਪਰਾਧ ਹੈ। ਉਨ੍ਹਾਂ ਅਪੀਲ ਕੀਤੀ ਕਿ ਜੇਕਰ ਕਿਸੇ ਕੋਲ ਕੋਈ ਲਾਵਾਰਸ ਬੱਚਾ ਹੈ ਤਾਂ ਉਸ ਦੀ ਜਾਣਕਾਰੀ ਜ਼ਿਲ੍ਹਾ ਬਾਲ ਸੁਰੱਖਿਆ ਦਫ਼ਤਰ ਨੂੰ ਦਿੱਤੀ ਜਾਵੇ।	[208, 608, 262, 660]
date-bar	[344, 68, 452, 78]
ad-label-1: ਰੋਜ਼ਾਨਾ	[22, 104, 62, 114]
print-slug: Ajit Sangrur 6 30-06-2025	[2, 2, 55, 7]
